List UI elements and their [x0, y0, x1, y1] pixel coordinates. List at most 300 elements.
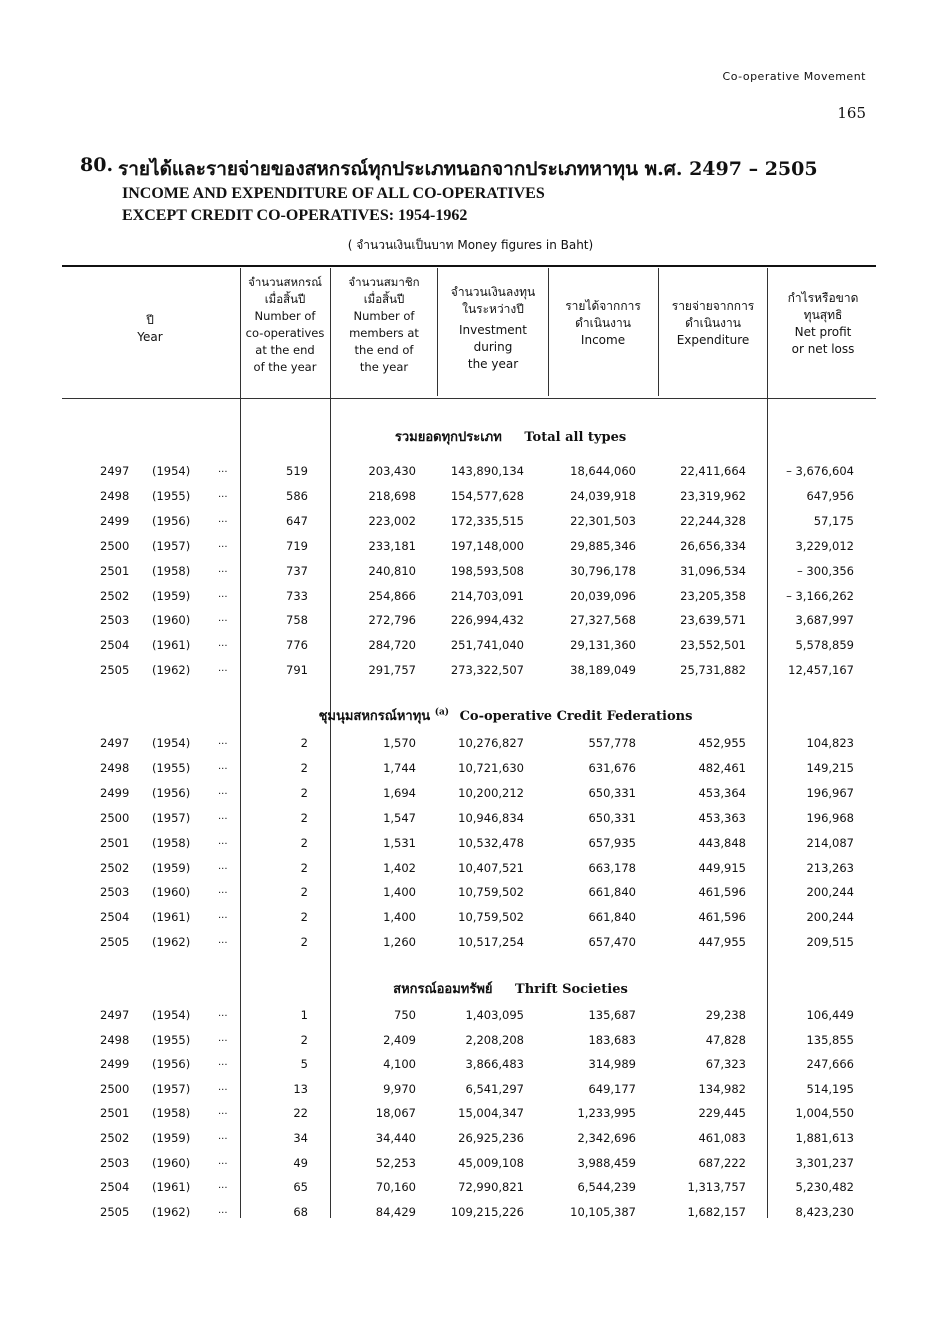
- section-title-en: Total all types: [524, 430, 627, 445]
- cooperatives-cell: 68: [293, 1204, 308, 1219]
- investment-cell: 226,994,432: [450, 613, 524, 628]
- members-cell: 254,866: [368, 588, 416, 603]
- leader-dots: ...: [218, 1008, 228, 1019]
- year-ad: (1957): [152, 1081, 191, 1096]
- leader-dots: ...: [218, 785, 228, 797]
- table-row: [0, 464, 941, 486]
- year-ad: (1955): [152, 760, 191, 775]
- leader-dots: ...: [218, 588, 228, 600]
- year-be: 2498: [100, 1032, 130, 1047]
- income-cell: 22,301,503: [570, 513, 636, 528]
- table-row: [0, 663, 941, 685]
- income-cell: 27,327,568: [570, 613, 636, 628]
- year-ad: (1958): [152, 563, 191, 578]
- year-ad: (1961): [152, 638, 191, 653]
- net-cell: 214,087: [806, 835, 854, 850]
- net-cell: 209,515: [806, 935, 854, 950]
- leader-dots: ...: [218, 488, 228, 500]
- expenditure-cell: 461,596: [698, 885, 746, 900]
- income-cell: 10,105,387: [570, 1204, 636, 1219]
- net-cell: 200,244: [806, 910, 854, 925]
- expenditure-cell: 443,848: [698, 835, 746, 850]
- table-row: [0, 638, 941, 660]
- cooperatives-cell: 65: [293, 1180, 308, 1195]
- year-ad: (1959): [152, 1131, 191, 1145]
- year-ad: (1957): [152, 810, 191, 825]
- investment-cell: 251,741,040: [450, 638, 524, 653]
- investment-cell: 198,593,508: [450, 563, 524, 578]
- table-top-rule: [62, 265, 876, 267]
- investment-cell: 197,148,000: [450, 538, 524, 553]
- table-row: [0, 1180, 941, 1202]
- members-cell: 18,067: [375, 1106, 416, 1121]
- net-cell: 5,230,482: [795, 1180, 854, 1195]
- leader-dots: ...: [218, 760, 228, 772]
- net-cell: 12,457,167: [788, 663, 854, 678]
- members-cell: 84,429: [375, 1204, 416, 1219]
- income-cell: 663,178: [588, 860, 636, 875]
- table-row: [0, 885, 941, 907]
- header-year: [90, 312, 210, 346]
- net-cell: 196,968: [806, 810, 854, 825]
- year-ad: (1961): [152, 1180, 191, 1195]
- net-cell: 196,967: [806, 785, 854, 800]
- leader-dots: ...: [218, 1155, 228, 1167]
- year-ad: (1956): [152, 785, 191, 800]
- table-row: [0, 1131, 941, 1153]
- year-ad: (1958): [152, 1106, 191, 1121]
- year-be: 2497: [100, 464, 130, 478]
- section-heading-thrift: [0, 978, 941, 999]
- table-row: [0, 1057, 941, 1079]
- year-be: 2503: [100, 1155, 130, 1170]
- investment-cell: 72,990,821: [458, 1180, 524, 1195]
- header-members-th: จำนวนสมาชิก เมื่อสิ้นปี: [348, 275, 420, 306]
- income-cell: 631,676: [588, 760, 636, 775]
- table-row: [0, 1008, 941, 1030]
- members-cell: 2,409: [383, 1032, 416, 1047]
- expenditure-cell: 31,096,534: [680, 563, 746, 578]
- cooperatives-cell: 776: [286, 638, 308, 653]
- expenditure-cell: 26,656,334: [680, 538, 746, 553]
- header-expenditure: [658, 298, 768, 349]
- year-ad: (1960): [152, 1155, 191, 1170]
- income-cell: 29,885,346: [570, 538, 636, 553]
- cooperatives-cell: 2: [300, 835, 308, 850]
- table-row: [0, 910, 941, 932]
- income-cell: 135,687: [588, 1008, 636, 1022]
- members-cell: 291,757: [368, 663, 416, 678]
- leader-dots: ...: [218, 513, 228, 525]
- net-cell: 106,449: [806, 1008, 854, 1022]
- investment-cell: 26,925,236: [458, 1131, 524, 1145]
- income-cell: 2,342,696: [577, 1131, 636, 1145]
- cooperatives-cell: 13: [293, 1081, 308, 1096]
- investment-cell: 10,759,502: [458, 910, 524, 925]
- header-investment-th: จำนวนเงินลงทุน ในระหว่างปี: [450, 285, 536, 316]
- expenditure-cell: 449,915: [698, 860, 746, 875]
- expenditure-cell: 461,083: [698, 1131, 746, 1145]
- table-row: [0, 539, 941, 561]
- cooperatives-cell: 2: [300, 785, 308, 800]
- year-ad: (1960): [152, 885, 191, 900]
- table-row: [0, 861, 941, 883]
- cooperatives-cell: 586: [286, 488, 308, 503]
- header-investment: [438, 284, 548, 373]
- income-cell: 183,683: [588, 1032, 636, 1047]
- leader-dots: ...: [218, 563, 228, 575]
- net-cell: 514,195: [806, 1081, 854, 1096]
- members-cell: 1,531: [383, 835, 416, 850]
- year-be: 2498: [100, 488, 130, 503]
- leader-dots: ...: [218, 935, 228, 947]
- members-cell: 1,260: [383, 935, 416, 950]
- table-row: [0, 786, 941, 808]
- members-cell: 34,440: [375, 1131, 416, 1145]
- income-cell: 18,644,060: [570, 464, 636, 478]
- cooperatives-cell: 2: [300, 935, 308, 950]
- income-cell: 24,039,918: [570, 488, 636, 503]
- cooperatives-cell: 791: [286, 663, 308, 678]
- header-income-en: Income: [580, 333, 626, 347]
- leader-dots: ...: [218, 736, 228, 747]
- section-title-th: รวมยอดทุกประเภท: [394, 430, 502, 445]
- net-cell: 3,687,997: [795, 613, 854, 628]
- header-net-en: Net profit or net loss: [791, 325, 855, 356]
- investment-cell: 3,866,483: [465, 1057, 524, 1072]
- cooperatives-cell: 737: [286, 563, 308, 578]
- expenditure-cell: 29,238: [705, 1008, 746, 1022]
- section-heading-total: [0, 426, 941, 447]
- expenditure-cell: 23,639,571: [680, 613, 746, 628]
- year-be: 2503: [100, 613, 130, 628]
- year-be: 2497: [100, 1008, 130, 1022]
- header-year-en: Year: [137, 330, 163, 344]
- year-be: 2498: [100, 760, 130, 775]
- header-expenditure-en: Expenditure: [676, 333, 750, 347]
- year-be: 2505: [100, 935, 130, 950]
- cooperatives-cell: 2: [300, 736, 308, 750]
- header-expenditure-th: รายจ่ายจากการ ดำเนินงาน: [671, 299, 755, 330]
- income-cell: 661,840: [588, 885, 636, 900]
- year-ad: (1957): [152, 538, 191, 553]
- section-title-en: Thrift Societies: [515, 982, 628, 997]
- cooperatives-cell: 49: [293, 1155, 308, 1170]
- unit-note: ( จำนวนเงินเป็นบาท Money figures in Baht): [347, 238, 594, 252]
- year-ad: (1958): [152, 835, 191, 850]
- header-net: [768, 290, 878, 358]
- net-cell: 3,301,237: [795, 1155, 854, 1170]
- expenditure-cell: 134,982: [698, 1081, 746, 1096]
- leader-dots: ...: [218, 1131, 228, 1142]
- expenditure-cell: 25,731,882: [680, 663, 746, 678]
- net-cell: 213,263: [806, 860, 854, 875]
- year-be: 2502: [100, 1131, 130, 1145]
- table-row: [0, 935, 941, 957]
- expenditure-cell: 453,364: [698, 785, 746, 800]
- cooperatives-cell: 2: [300, 760, 308, 775]
- header-cooperatives-en: Number of co-operatives at the end of the year: [245, 309, 325, 374]
- header-income-th: รายได้จากการ ดำเนินงาน: [565, 299, 641, 330]
- expenditure-cell: 22,244,328: [680, 513, 746, 528]
- year-be: 2499: [100, 1057, 130, 1072]
- expenditure-cell: 453,363: [698, 810, 746, 825]
- cooperatives-cell: 647: [286, 513, 308, 528]
- investment-cell: 45,009,108: [458, 1155, 524, 1170]
- income-cell: 29,131,360: [570, 638, 636, 653]
- leader-dots: ...: [218, 810, 228, 822]
- investment-cell: 15,004,347: [458, 1106, 524, 1121]
- members-cell: 1,400: [383, 910, 416, 925]
- income-cell: 38,189,049: [570, 663, 636, 678]
- net-cell: 200,244: [806, 885, 854, 900]
- header-net-th: กำไรหรือขาด ทุนสุทธิ: [787, 291, 859, 322]
- cooperatives-cell: 519: [286, 464, 308, 478]
- income-cell: 557,778: [588, 736, 636, 750]
- net-cell: 104,823: [806, 736, 854, 750]
- expenditure-cell: 22,411,664: [680, 464, 746, 478]
- investment-cell: 10,200,212: [458, 785, 524, 800]
- year-ad: (1954): [152, 464, 191, 478]
- year-ad: (1955): [152, 1032, 191, 1047]
- table-row: [0, 1033, 941, 1055]
- title-english-line2: EXCEPT CREDIT CO-OPERATIVES: 1954-1962: [122, 207, 468, 224]
- leader-dots: ...: [218, 1032, 228, 1044]
- cooperatives-cell: 2: [300, 885, 308, 900]
- net-cell: 3,229,012: [795, 538, 854, 553]
- expenditure-cell: 23,552,501: [680, 638, 746, 653]
- page-number: 165: [837, 104, 866, 122]
- investment-cell: 10,517,254: [458, 935, 524, 950]
- income-cell: 650,331: [588, 785, 636, 800]
- income-cell: 1,233,995: [577, 1106, 636, 1121]
- income-cell: 20,039,096: [570, 588, 636, 603]
- expenditure-cell: 23,319,962: [680, 488, 746, 503]
- expenditure-cell: 452,955: [698, 736, 746, 750]
- investment-cell: 10,407,521: [458, 860, 524, 875]
- cooperatives-cell: 2: [300, 860, 308, 875]
- year-be: 2504: [100, 1180, 130, 1195]
- header-income: [548, 298, 658, 349]
- income-cell: 657,935: [588, 835, 636, 850]
- net-cell: 1,004,550: [795, 1106, 854, 1121]
- investment-cell: 109,215,226: [450, 1204, 524, 1219]
- year-be: 2503: [100, 885, 130, 900]
- investment-cell: 10,721,630: [458, 760, 524, 775]
- members-cell: 1,400: [383, 885, 416, 900]
- table-row: [0, 589, 941, 611]
- members-cell: 9,970: [383, 1081, 416, 1096]
- members-cell: 1,694: [383, 785, 416, 800]
- cooperatives-cell: 2: [300, 1032, 308, 1047]
- leader-dots: ...: [218, 464, 228, 475]
- net-cell: 57,175: [813, 513, 854, 528]
- table-row: [0, 836, 941, 858]
- table-row: [0, 564, 941, 586]
- year-ad: (1954): [152, 736, 191, 750]
- income-cell: 6,544,239: [577, 1180, 636, 1195]
- cooperatives-cell: 733: [286, 588, 308, 603]
- expenditure-cell: 23,205,358: [680, 588, 746, 603]
- section-title-th: ชุมนุมสหกรณ์หาทุน: [318, 709, 431, 724]
- leader-dots: ...: [218, 613, 228, 625]
- section-title-th: สหกรณ์ออมทรัพย์: [393, 982, 493, 997]
- expenditure-cell: 67,323: [705, 1057, 746, 1072]
- investment-cell: 172,335,515: [450, 513, 524, 528]
- cooperatives-cell: 5: [300, 1057, 308, 1072]
- members-cell: 4,100: [383, 1057, 416, 1072]
- table-number: 80.: [80, 154, 114, 176]
- expenditure-cell: 687,222: [698, 1155, 746, 1170]
- leader-dots: ...: [218, 1106, 228, 1118]
- leader-dots: ...: [218, 860, 228, 872]
- members-cell: 1,570: [383, 736, 416, 750]
- investment-cell: 1,403,095: [465, 1008, 524, 1022]
- income-cell: 3,988,459: [577, 1155, 636, 1170]
- investment-cell: 214,703,091: [450, 588, 524, 603]
- income-cell: 649,177: [588, 1081, 636, 1096]
- year-be: 2502: [100, 860, 130, 875]
- income-cell: 657,470: [588, 935, 636, 950]
- net-cell: 247,666: [806, 1057, 854, 1072]
- year-ad: (1954): [152, 1008, 191, 1022]
- investment-cell: 10,946,834: [458, 810, 524, 825]
- year-be: 2501: [100, 1106, 130, 1121]
- header-cooperatives-th: จำนวนสหกรณ์ เมื่อสิ้นปี: [248, 275, 322, 306]
- expenditure-cell: 1,682,157: [687, 1204, 746, 1219]
- leader-dots: ...: [218, 538, 228, 550]
- cooperatives-cell: 1: [300, 1008, 308, 1022]
- year-be: 2502: [100, 588, 130, 603]
- header-bottom-rule: [62, 398, 876, 399]
- net-cell: 135,855: [806, 1032, 854, 1047]
- table-row: [0, 811, 941, 833]
- header-members: [332, 274, 436, 376]
- investment-cell: 154,577,628: [450, 488, 524, 503]
- net-cell: 149,215: [806, 760, 854, 775]
- income-cell: 650,331: [588, 810, 636, 825]
- investment-cell: 143,890,134: [450, 464, 524, 478]
- leader-dots: ...: [218, 1204, 228, 1216]
- members-cell: 223,002: [368, 513, 416, 528]
- net-cell: – 3,676,604: [786, 464, 854, 478]
- members-cell: 52,253: [375, 1155, 416, 1170]
- members-cell: 203,430: [368, 464, 416, 478]
- leader-dots: ...: [218, 663, 228, 675]
- members-cell: 1,744: [383, 760, 416, 775]
- year-be: 2497: [100, 736, 130, 750]
- table-row: [0, 736, 941, 758]
- members-cell: 218,698: [368, 488, 416, 503]
- table-row: [0, 1156, 941, 1178]
- net-cell: 8,423,230: [795, 1204, 854, 1219]
- year-ad: (1959): [152, 588, 191, 603]
- year-be: 2499: [100, 785, 130, 800]
- year-ad: (1962): [152, 935, 191, 950]
- cooperatives-cell: 2: [300, 810, 308, 825]
- section-heading-federations: [0, 705, 941, 726]
- leader-dots: ...: [218, 835, 228, 847]
- table-row: [0, 1106, 941, 1128]
- year-be: 2501: [100, 563, 130, 578]
- cooperatives-cell: 2: [300, 910, 308, 925]
- leader-dots: ...: [218, 885, 228, 897]
- income-cell: 314,989: [588, 1057, 636, 1072]
- investment-cell: 10,532,478: [458, 835, 524, 850]
- income-cell: 30,796,178: [570, 563, 636, 578]
- investment-cell: 10,759,502: [458, 885, 524, 900]
- title-thai: รายได้และรายจ่ายของสหกรณ์ทุกประเภทนอกจากประเภทหาทุน พ.ศ. 2497 – 2505: [118, 158, 818, 180]
- investment-cell: 6,541,297: [465, 1081, 524, 1096]
- expenditure-cell: 229,445: [698, 1106, 746, 1121]
- investment-cell: 10,276,827: [458, 736, 524, 750]
- year-be: 2499: [100, 513, 130, 528]
- leader-dots: ...: [218, 638, 228, 650]
- expenditure-cell: 447,955: [698, 935, 746, 950]
- net-cell: 647,956: [806, 488, 854, 503]
- section-title-en: Co-operative Credit Federations: [459, 709, 693, 724]
- title-english-line1: INCOME AND EXPENDITURE OF ALL CO-OPERATIVES: [122, 185, 545, 202]
- table-row: [0, 761, 941, 783]
- table-row: [0, 1205, 941, 1227]
- leader-dots: ...: [218, 910, 228, 922]
- table-row: [0, 1082, 941, 1104]
- header-year-th: ปี: [146, 313, 154, 327]
- investment-cell: 2,208,208: [465, 1032, 524, 1047]
- investment-cell: 273,322,507: [450, 663, 524, 678]
- expenditure-cell: 461,596: [698, 910, 746, 925]
- members-cell: 240,810: [368, 563, 416, 578]
- year-ad: (1962): [152, 1204, 191, 1219]
- year-be: 2504: [100, 638, 130, 653]
- header-investment-en: Investment during the year: [459, 323, 527, 371]
- year-ad: (1956): [152, 513, 191, 528]
- table-row: [0, 489, 941, 511]
- year-be: 2501: [100, 835, 130, 850]
- expenditure-cell: 47,828: [705, 1032, 746, 1047]
- leader-dots: ...: [218, 1081, 228, 1093]
- members-cell: 750: [394, 1008, 416, 1022]
- members-cell: 1,547: [383, 810, 416, 825]
- expenditure-cell: 482,461: [698, 760, 746, 775]
- net-cell: 5,578,859: [795, 638, 854, 653]
- header-cooperatives: [240, 274, 330, 376]
- year-be: 2505: [100, 1204, 130, 1219]
- header-members-en: Number of members at the end of the year: [349, 309, 419, 374]
- cooperatives-cell: 758: [286, 613, 308, 628]
- net-cell: – 300,356: [797, 563, 854, 578]
- cooperatives-cell: 22: [293, 1106, 308, 1121]
- cooperatives-cell: 719: [286, 538, 308, 553]
- net-cell: 1,881,613: [795, 1131, 854, 1145]
- net-cell: – 3,166,262: [786, 588, 854, 603]
- members-cell: 272,796: [368, 613, 416, 628]
- cooperatives-cell: 34: [293, 1131, 308, 1145]
- members-cell: 233,181: [368, 538, 416, 553]
- leader-dots: ...: [218, 1180, 228, 1192]
- year-be: 2500: [100, 810, 130, 825]
- income-cell: 661,840: [588, 910, 636, 925]
- members-cell: 70,160: [375, 1180, 416, 1195]
- year-ad: (1962): [152, 663, 191, 678]
- table-row: [0, 613, 941, 635]
- year-ad: (1956): [152, 1057, 191, 1072]
- year-ad: (1955): [152, 488, 191, 503]
- table-row: [0, 514, 941, 536]
- leader-dots: ...: [218, 1057, 228, 1069]
- running-head: Co-operative Movement: [722, 70, 866, 83]
- year-be: 2504: [100, 910, 130, 925]
